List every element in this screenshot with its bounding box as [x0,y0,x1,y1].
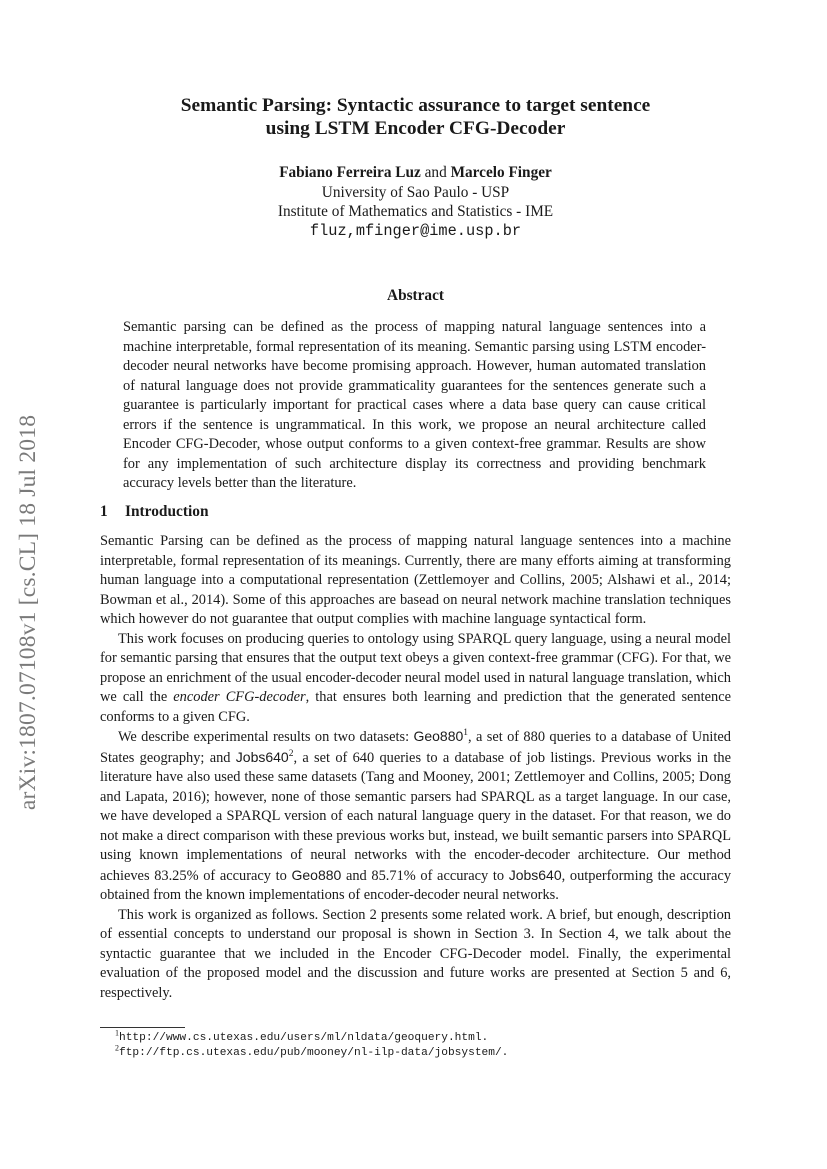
arxiv-stamp-text: arXiv:1807.07108v1 [cs.CL] 18 Jul 2018 [15,414,42,810]
footnote-1-mark: 1 [115,1028,119,1038]
author-email: fluz,mfinger@ime.usp.br [309,221,522,240]
author-line [100,163,731,183]
dataset-geo880: Geo880 [413,728,464,744]
paragraph-3-c: , a set of 640 queries to a database of job listings. Previous works in the literature have also used these same datasets (Tang and Mooney, 2001; Zettlemoyer and Collins, 2005; Dong and Lapata, 2016); however, none of those semantic parsers had SPARQL as a target language. In our case, we have developed a SPARQL version of each natural language query in the dataset. For that reason, we do not make a direct comparison with these previous works but, instead, we built semantic parsers into SPARQL using known implementations of neural networks with the encoder-decoder architecture. Our method achieves 83.25% of accuracy to [100,749,731,884]
footnotes [115,1028,509,1061]
footnote-1 [115,1028,508,1046]
footnote-mark-2: 2 [288,748,294,759]
footnote-1-url[interactable]: http://www.cs.utexas.edu/users/ml/nldata/geoquery.html. [119,1032,489,1044]
footnote-mark-1: 1 [463,728,469,739]
paragraph-2-end: , that ensures both learning and prediction that the generated sentence conforms to a given CFG. [100,689,731,725]
abstract-heading: Abstract [387,287,444,304]
paragraph-2-start: This work focuses on producing queries to ontology using SPARQL query language, using a neural model for semantic parsing that ensures that the output text obeys a given context-free grammar (CFG). For that, we propose an enrichment of the usual encoder-decoder neural model used in natural language translation, which we call the [100,630,731,705]
author-conjunction: and [424,164,447,181]
dataset-jobs640: Jobs640 [235,748,289,765]
title-line-2: using LSTM Encoder CFG-Decoder [265,118,566,139]
footnote-2 [115,1043,509,1061]
paper-title [100,94,731,140]
paragraph-3-e: , outperforming the accuracy obtained from the known implementations of encoder-decoder neural networks. [100,867,732,903]
paragraph-3 [100,727,731,906]
affiliation-2: Institute of Mathematics and Statistics - IME [277,203,554,220]
paragraph-2 [100,630,731,728]
affiliation-1: University of Sao Paulo - USP [321,183,510,201]
dataset-jobs640-ref: Jobs640 [508,866,562,883]
paragraph-3-b: , a set of 880 queries to a database of United States geography; and [100,729,731,766]
footnote-2-mark: 2 [115,1043,119,1053]
dataset-geo880-ref: Geo880 [291,866,342,883]
title-line-1: Semantic Parsing: Syntactic assurance to target sentence [180,95,651,116]
author-1: Fabiano Ferreira Luz [279,164,421,181]
author-block [100,163,731,241]
paragraph-3-a: We describe experimental results on two datasets: [118,729,414,745]
arxiv-side-stamp [9,375,49,849]
paragraph-4: This work is organized as follows. Section 2 presents some related work. A brief, but enough, description of essential concepts to understand our proposal is shown in Section 3. In Section 4, we talk about the syntactic guarantee that we included in the Encoder CFG-Decoder model. Finally, the experimental evaluation of the proposed model and the discussion and future works are presented at Section 5 and 6, respectively. [100,906,731,1001]
body-text [100,532,731,1003]
section-title: Introduction [125,503,209,520]
footnote-2-url[interactable]: ftp://ftp.cs.utexas.edu/pub/mooney/nl-ilp-data/jobsystem/. [119,1047,509,1059]
author-2: Marcelo Finger [450,164,552,181]
footnote-rule [100,1027,185,1028]
section-heading [100,503,209,521]
paragraph-1: Semantic Parsing can be defined as the process of mapping natural language sentences into a machine interpretable, formal representation of its meanings. Currently, there are many efforts aiming at transforming human language into a computational representation (Zettlemoyer and Collins, 2005; Alshawi et al., 2014; Bowman et al., 2014). Some of this approaches are basead on neural network machine translation techniques which however do not guarantee that output complies with machine language syntactical form. [100,533,731,627]
paragraph-2-emphasis: encoder CFG-decoder [173,689,306,705]
section-number: 1 [100,503,108,520]
abstract-text: Semantic parsing can be defined as the process of mapping natural language sentences into a machine interpretable, formal representation of its meaning. Semantic parsing using LSTM encoder-decoder neural networks have become promising approach. However, human automated translation of natural language does not provide grammaticality guarantees for the sentences generate such a guarantee is particularly important for practical cases where a data base query can cause critical errors if the sentence is ungrammatical. In this work, we propose an neural architecture called Encoder CFG-Decoder, whose output conforms to a given context-free grammar. Results are show for any implementation of such architecture display its correctness and providing benchmark accuracy levels better than the literature. [123,319,706,491]
paragraph-3-d: and 85.71% of accuracy to [341,867,509,884]
